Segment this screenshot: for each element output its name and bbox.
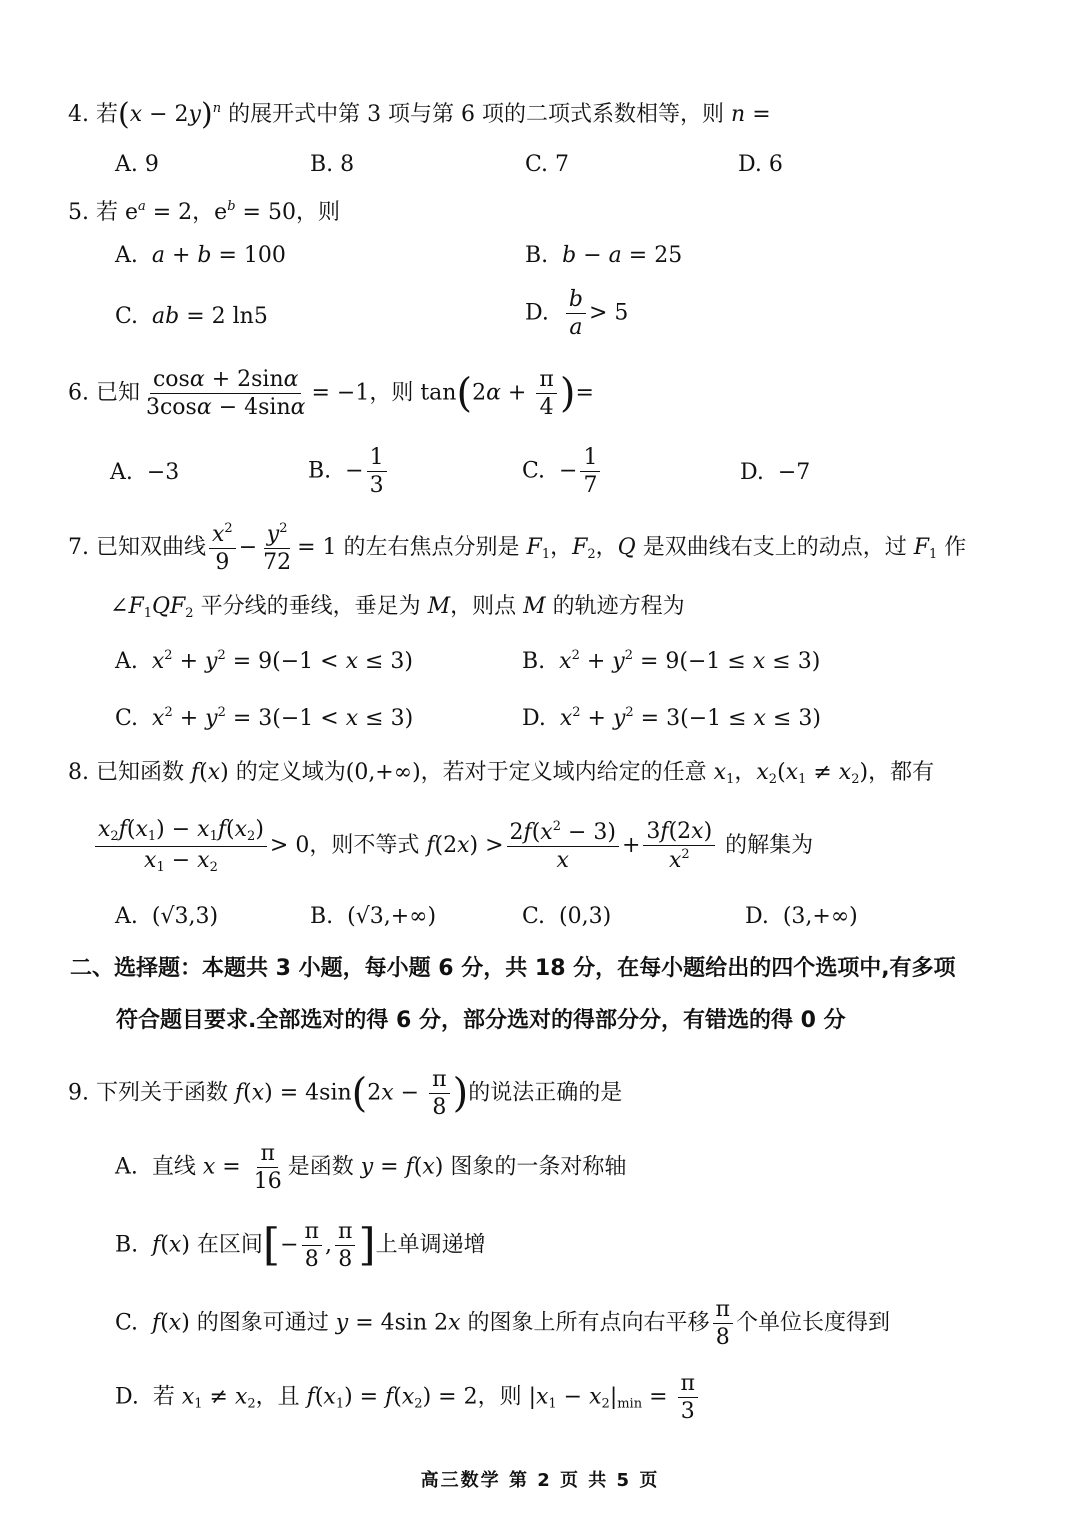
q8-stem-line2: $\frac{x_2f(x_1) - x_1f(x_2)}{x_1 - x_2}$ > 0，则不等式 f(2x) > $\frac{2f(x^2 - 3)}{x}$ + $\frac{3f(2x)}{x^2}$ 的解集为 <box>92 818 813 874</box>
q9-stem: 9. 下列关于函数 f(x) = 4sin(2x − $\frac{\pi}{8}$ )的说法正确的是 <box>68 1067 623 1121</box>
q8-stem: 8. 已知函数 f(x) 的定义域为(0,+∞)，若对于定义域内给定的任意 $x_1$，$x_2(x_1 \ne x_2)$，都有 <box>68 760 935 787</box>
section-2-line2: 符合题目要求.全部选对的得 6 分，部分选对的得部分分，有错选的得 0 分 <box>116 1008 846 1033</box>
q9-option-a: A. 直线 x = $\frac{\pi}{16}$ 是函数 y = f(x) 图象的一条对称轴 <box>115 1141 627 1195</box>
q5-option-c: C. ab = 2 ln5 <box>115 304 268 329</box>
q6-option-a: A. −3 <box>110 460 180 485</box>
q5-option-b: B. b − a = 25 <box>525 243 683 268</box>
q5-option-d: D. $\frac{b}{a}$ > 5 <box>525 287 629 341</box>
q8-option-d: D. (3,+∞) <box>745 904 858 929</box>
q4-stem: 4. 若$(x - 2y)^n$ 的展开式中第 3 项与第 6 项的二项式系数相等，则 n = <box>68 97 771 132</box>
q4-option-b: B. 8 <box>310 152 355 177</box>
q5-stem: 5. 若 $e^a = 2$，$e^b = 50$，则 <box>68 199 340 225</box>
q4-option-d: D. 6 <box>738 152 783 177</box>
section-2-line1: 二、选择题：本题共 3 小题，每小题 6 分，共 18 分，在每小题给出的四个选项中,有多项 <box>70 956 956 981</box>
q6-option-c: C. − $\frac{1}{7}$ <box>522 446 603 497</box>
q4-option-a: A. 9 <box>115 152 159 177</box>
page-footer: 高三数学 第 2 页 共 5 页 <box>420 1470 660 1491</box>
q8-option-a: A. (√3,3) <box>115 904 219 929</box>
q7-stem: 7. 已知双曲线 $\frac{x^2}{9}$ − $\frac{y^2}{72}$ = 1 的左右焦点分别是 $F_1$，$F_2$，Q 是双曲线右支上的动点，过 $F_1$ 作 <box>68 521 967 576</box>
q6-option-b: B. − $\frac{1}{3}$ <box>308 446 390 497</box>
q7-option-c: C. $x^2 + y^2 = 3(-1 < x \le 3)$ <box>115 705 414 731</box>
q7-option-d: D. $x^2 + y^2 = 3(-1 \le x \le 3)$ <box>522 705 821 731</box>
q4-option-c: C. 7 <box>525 152 570 177</box>
q6-stem: 6. 已知 $\frac{\cos\alpha + 2\sin\alpha}{3\cos\alpha - 4\sin\alpha}$ = −1，则 tan(2α + $\frac{\pi}{4}$ )= <box>68 367 594 421</box>
q9-option-b: B. f(x) 在区间[− $\frac{\pi}{8}$ , $\frac{\pi}{8}$ ]上单调递增 <box>115 1219 486 1273</box>
section-2-header <box>70 956 1000 1033</box>
q9-option-c: C. f(x) 的图象可通过 y = 4sin 2x 的图象上所有点向右平移 $\frac{\pi}{8}$ 个单位长度得到 <box>115 1297 891 1351</box>
q8-option-c: C. (0,3) <box>522 904 612 929</box>
q6-option-d: D. −7 <box>740 460 811 485</box>
q7-stem-line2: $\angle F_1QF_2$ 平分线的垂线，垂足为 M，则点 M 的轨迹方程为 <box>110 594 685 621</box>
q9-option-d: D. 若 $x_1 \ne x_2$，且 $f(x_1) = f(x_2) = 2$，则 $|x_1 - x_2|_{min}$ = $\frac{\pi}{3}$ <box>115 1372 701 1423</box>
q7-option-a: A. $x^2 + y^2 = 9(-1 < x \le 3)$ <box>115 648 413 674</box>
q8-option-b: B. (√3,+∞) <box>310 904 437 929</box>
q5-option-a: A. a + b = 100 <box>115 243 286 268</box>
q7-option-b: B. $x^2 + y^2 = 9(-1 \le x \le 3)$ <box>522 648 821 674</box>
